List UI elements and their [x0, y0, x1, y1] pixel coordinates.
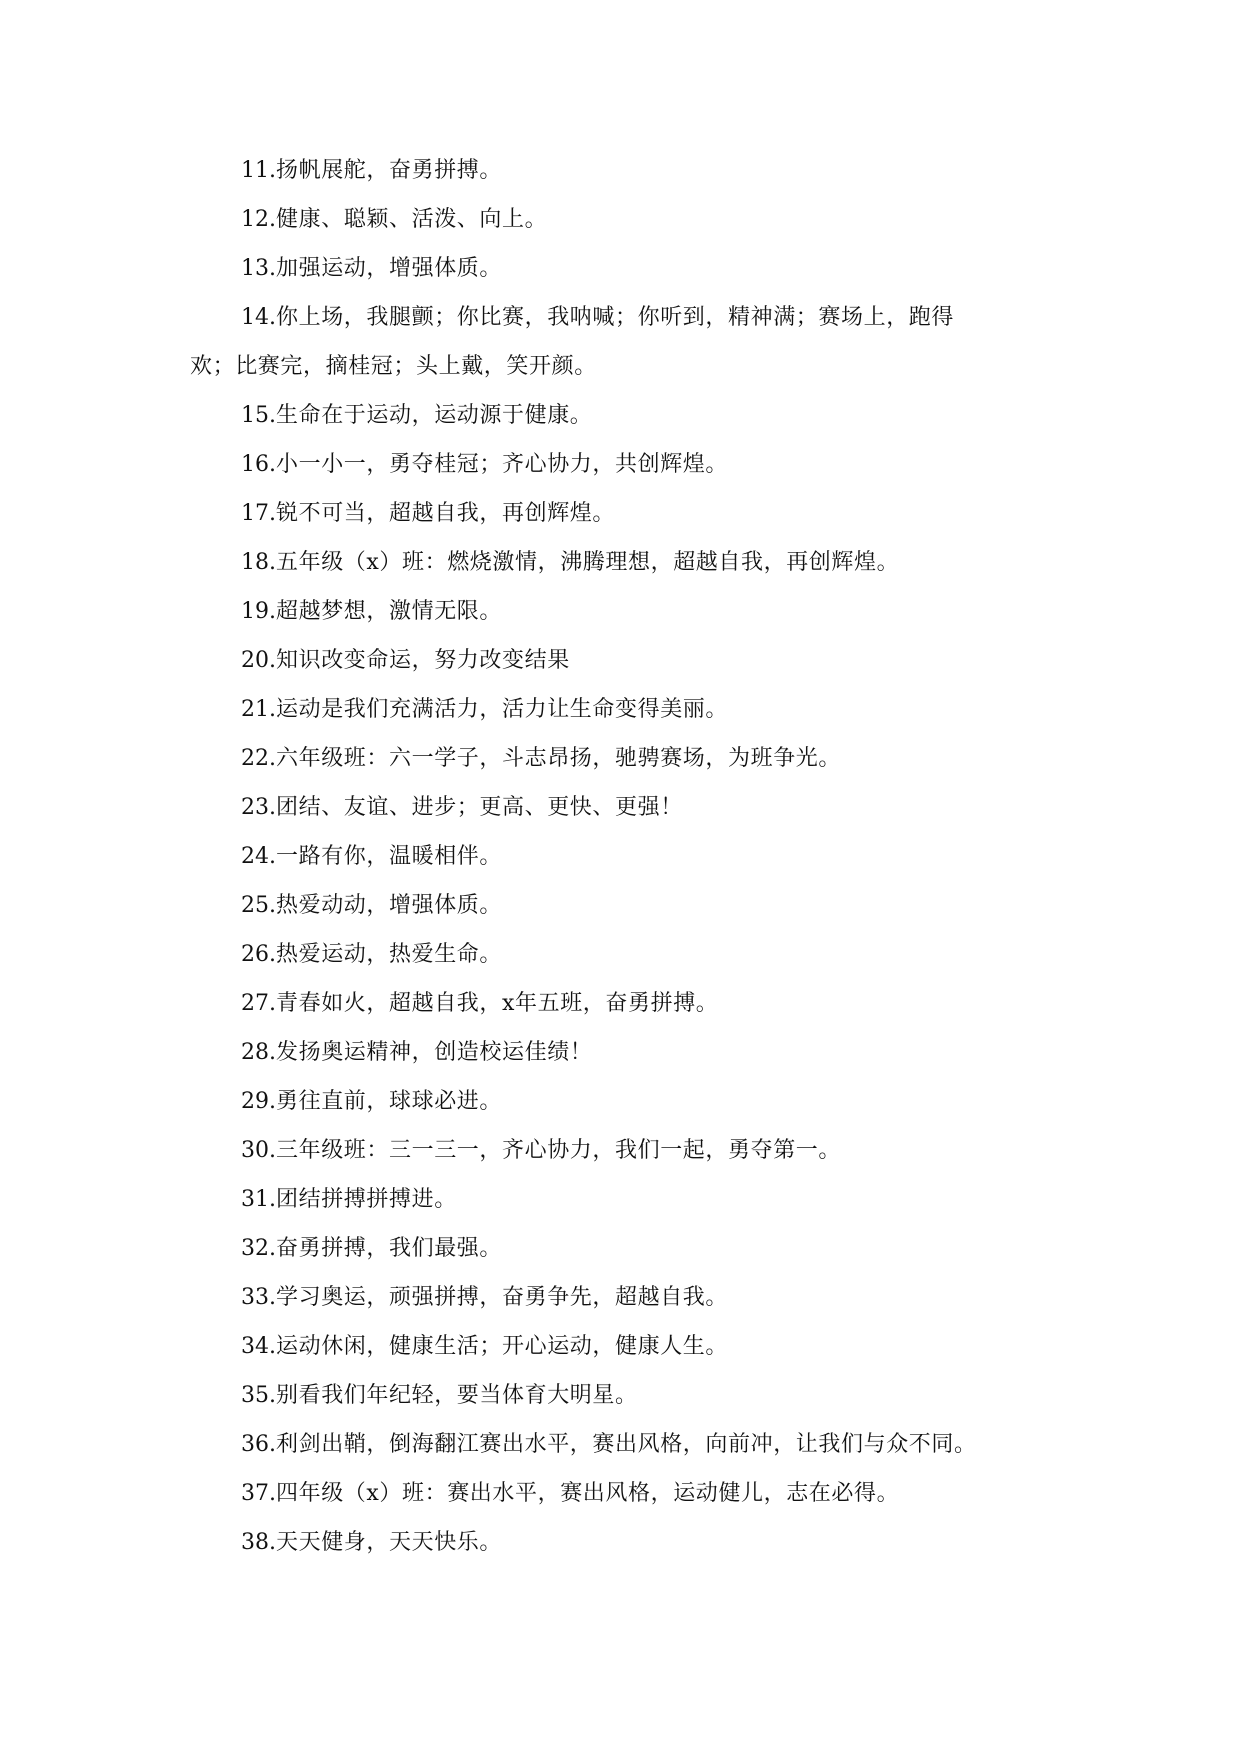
item-number: 15.	[241, 403, 276, 428]
list-item	[190, 597, 1050, 626]
list-item	[190, 401, 1050, 430]
item-text: 天天健身，天天快乐。	[276, 1530, 503, 1555]
item-number: 28.	[241, 1040, 276, 1065]
list-item	[190, 499, 1050, 528]
item-number: 36.	[241, 1432, 276, 1457]
list-item	[190, 1087, 1050, 1116]
item-text: 四年级（x）班：赛出水平，赛出风格，运动健儿，志在必得。	[276, 1481, 900, 1506]
item-number: 26.	[241, 942, 276, 967]
list-item	[190, 450, 1050, 479]
item-number: 11.	[241, 158, 276, 183]
item-number: 31.	[241, 1187, 276, 1212]
item-number: 16.	[241, 452, 276, 477]
item-number: 17.	[241, 501, 276, 526]
list-item	[190, 1185, 1050, 1214]
item-text: 别看我们年纪轻，要当体育大明星。	[276, 1383, 638, 1408]
list-item	[190, 205, 1050, 234]
item-number: 24.	[241, 844, 276, 869]
item-text: 奋勇拼搏，我们最强。	[276, 1236, 503, 1261]
list-item	[190, 1136, 1050, 1165]
item-text: 加强运动，增强体质。	[276, 256, 503, 281]
list-item	[190, 793, 1050, 822]
item-text: 三年级班：三一三一，齐心协力，我们一起，勇夺第一。	[276, 1138, 842, 1163]
list-item	[190, 646, 1050, 675]
item-number: 37.	[241, 1481, 276, 1506]
item-text: 超越梦想，激情无限。	[276, 599, 503, 624]
item-text: 青春如火，超越自我，x年五班，奋勇拼搏。	[276, 991, 719, 1016]
list-item	[190, 1234, 1050, 1263]
item-text: 健康、聪颖、活泼、向上。	[276, 207, 548, 232]
item-number: 25.	[241, 893, 276, 918]
item-text: 发扬奥运精神，创造校运佳绩！	[276, 1040, 593, 1065]
item-number: 12.	[241, 207, 276, 232]
item-number: 35.	[241, 1383, 276, 1408]
list-item	[190, 1283, 1050, 1312]
item-number: 27.	[241, 991, 276, 1016]
item-number: 38.	[241, 1530, 276, 1555]
item-text: 生命在于运动，运动源于健康。	[276, 403, 593, 428]
item-number: 32.	[241, 1236, 276, 1261]
item-text: 利剑出鞘，倒海翻江赛出水平，赛出风格，向前冲，让我们与众不同。	[276, 1432, 977, 1457]
item-number: 14.	[241, 305, 276, 330]
list-item	[190, 1332, 1050, 1361]
item-text: 五年级（x）班：燃烧激情，沸腾理想，超越自我，再创辉煌。	[276, 550, 900, 575]
item-text: 团结、友谊、进步；更高、更快、更强！	[276, 795, 683, 820]
list-item	[190, 303, 1050, 381]
item-text: 扬帆展舵，奋勇拼搏。	[276, 158, 503, 183]
list-item	[190, 1038, 1050, 1067]
item-text: 运动是我们充满活力，活力让生命变得美丽。	[276, 697, 729, 722]
list-item	[190, 744, 1050, 773]
item-number: 33.	[241, 1285, 276, 1310]
item-text: 学习奥运，顽强拼搏，奋勇争先，超越自我。	[276, 1285, 729, 1310]
list-item	[190, 548, 1050, 577]
item-text: 运动休闲，健康生活；开心运动，健康人生。	[276, 1334, 729, 1359]
list-item	[190, 940, 1050, 969]
item-number: 22.	[241, 746, 276, 771]
item-text: 一路有你，温暖相伴。	[276, 844, 503, 869]
item-text: 小一小一，勇夺桂冠；齐心协力，共创辉煌。	[276, 452, 729, 477]
item-text: 热爱动动，增强体质。	[276, 893, 503, 918]
list-item	[190, 1479, 1050, 1508]
list-item	[190, 156, 1050, 185]
item-number: 34.	[241, 1334, 276, 1359]
item-number: 20.	[241, 648, 276, 673]
item-text: 热爱运动，热爱生命。	[276, 942, 503, 967]
list-item	[190, 891, 1050, 920]
item-number: 18.	[241, 550, 276, 575]
item-number: 19.	[241, 599, 276, 624]
item-number: 30.	[241, 1138, 276, 1163]
list-item	[190, 989, 1050, 1018]
item-text: 你上场，我腿颤；你比赛，我呐喊；你听到，精神满；赛场上，跑得	[276, 305, 955, 330]
item-text: 团结拼搏拼搏进。	[276, 1187, 457, 1212]
slogan-list	[190, 156, 1050, 1577]
list-item	[190, 1430, 1050, 1459]
list-item	[190, 254, 1050, 283]
item-number: 21.	[241, 697, 276, 722]
item-number: 23.	[241, 795, 276, 820]
item-number: 13.	[241, 256, 276, 281]
item-text: 六年级班：六一学子，斗志昂扬，驰骋赛场，为班争光。	[276, 746, 842, 771]
list-item	[190, 1528, 1050, 1557]
item-text: 勇往直前，球球必进。	[276, 1089, 503, 1114]
list-item	[190, 842, 1050, 871]
item-text: 锐不可当，超越自我，再创辉煌。	[276, 501, 616, 526]
list-item	[190, 695, 1050, 724]
item-number: 29.	[241, 1089, 276, 1114]
item-text: 知识改变命运，努力改变结果	[276, 648, 570, 673]
item-text-continuation: 欢；比赛完，摘桂冠；头上戴，笑开颜。	[190, 354, 597, 379]
list-item	[190, 1381, 1050, 1410]
